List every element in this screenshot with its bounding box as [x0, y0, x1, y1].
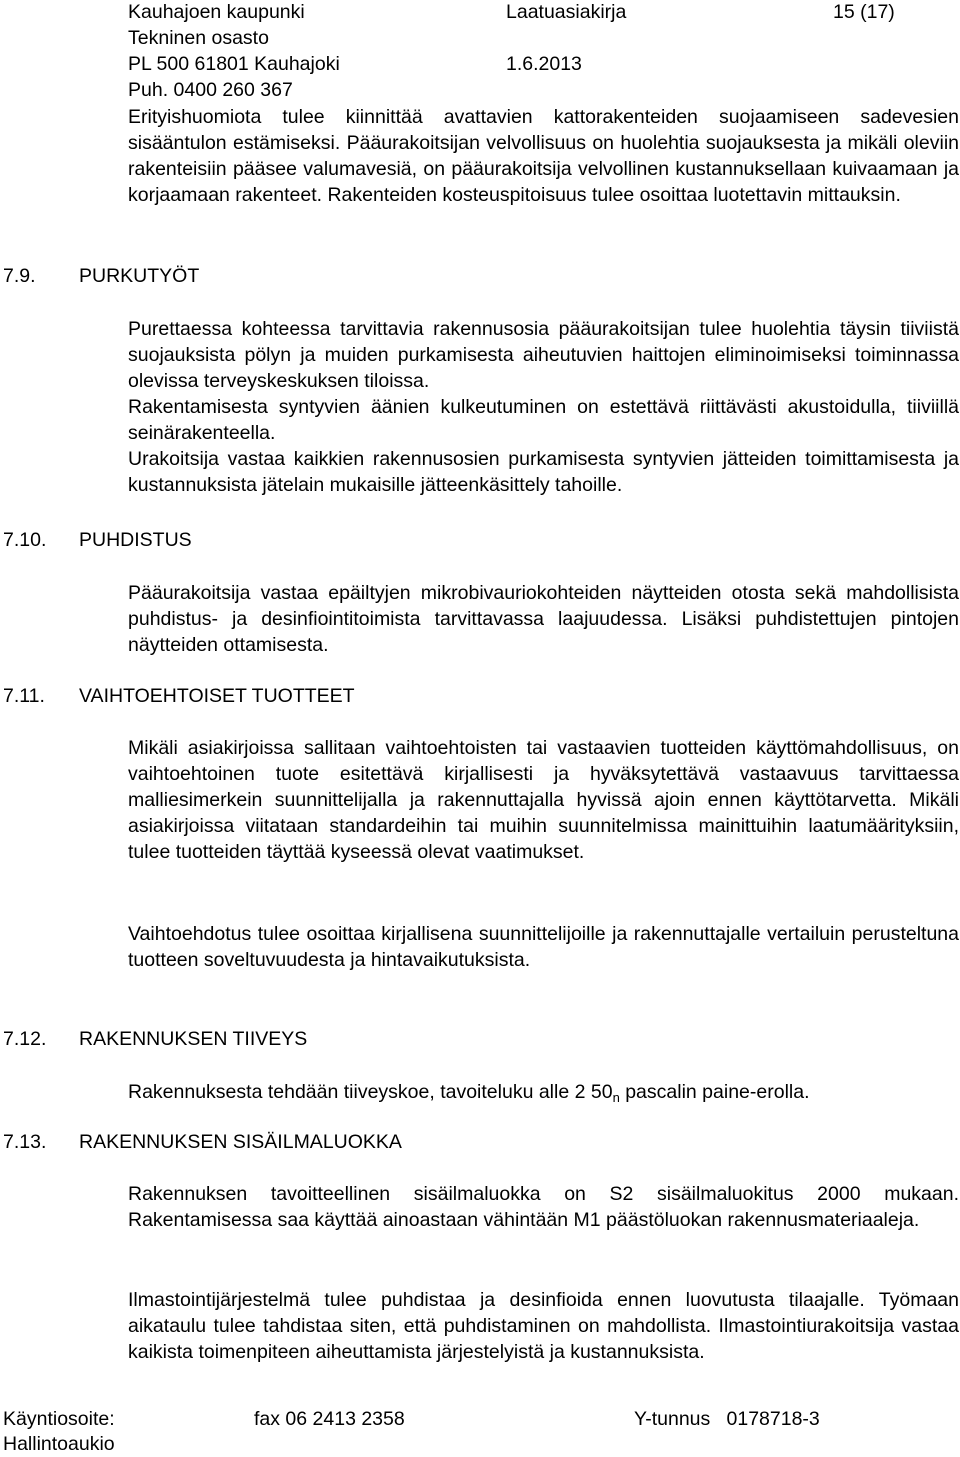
section-7-13-number: 7.13.	[3, 1131, 47, 1153]
header-date: 1.6.2013	[506, 53, 582, 75]
section-7-12-paragraph-1	[128, 1079, 959, 1105]
section-7-12-title: RAKENNUKSEN TIIVEYS	[79, 1028, 308, 1050]
header-doc-title: Laatuasiakirja	[506, 1, 627, 23]
section-7-9-paragraph-1: Purettaessa kohteessa tarvittavia rakennusosia pääurakoitsijan tulee huolehtia täysin tiiviistä suojauksista pölyn ja muiden purkamisesta aiheutuvien haittojen eliminoimiseksi toiminnassa olevissa terveyskeskuksen tiloissa.	[128, 318, 959, 392]
tightness-text-before: Rakennuksesta tehdään tiiveyskoe, tavoiteluku alle 2 50	[128, 1081, 613, 1103]
header-page-number: 15 (17)	[833, 1, 895, 23]
section-7-9-number: 7.9.	[3, 265, 36, 287]
header-org: Kauhajoen kaupunki	[128, 1, 305, 23]
section-7-11-number: 7.11.	[3, 685, 45, 707]
section-7-10-body	[128, 580, 959, 658]
section-7-13-title: RAKENNUKSEN SISÄILMALUOKKA	[79, 1131, 402, 1153]
section-7-13-paragraph-1: Rakennuksen tavoitteellinen sisäilmaluokka on S2 sisäilmaluokitus 2000 mukaan. Rakentamisessa saa käyttää ainoastaan vähintään M1 päästöluokan rakennusmateriaaleja.	[128, 1183, 959, 1231]
section-7-11-paragraph-2: Vaihtoehdotus tulee osoittaa kirjallisena suunnittelijoille ja rakennuttajalle vertailuin perusteltuna tuotteen soveltuvuudesta ja hintavaikutuksista.	[128, 923, 959, 971]
section-7-11-body-2	[128, 921, 959, 973]
section-7-10-paragraph-1: Pääurakoitsija vastaa epäiltyjen mikrobivauriokohteiden näytteiden otosta sekä mahdollisista puhdistus- ja desinfiointitoimista tarvittavassa laajuudessa. Lisäksi puhdistettujen pintojen näytteiden ottamisesta.	[128, 582, 959, 656]
section-7-9-title: PURKUTYÖT	[79, 265, 200, 287]
section-7-13-body-2	[128, 1287, 959, 1365]
section-7-12-body	[128, 1079, 959, 1105]
section-7-10-number: 7.10.	[3, 529, 47, 551]
section-7-13-body	[128, 1181, 959, 1233]
header-department: Tekninen osasto	[128, 27, 269, 49]
section-7-9-body	[128, 316, 959, 498]
section-7-10-title: PUHDISTUS	[79, 529, 192, 551]
footer-visit-label: Käyntiosoite:	[3, 1408, 115, 1430]
tightness-text-after: pascalin paine-erolla.	[619, 1081, 810, 1103]
footer-business-id: Y-tunnus 0178718-3	[634, 1408, 820, 1430]
section-7-11-paragraph-1: Mikäli asiakirjoissa sallitaan vaihtoehtoisten tai vastaavien tuotteiden käyttömahdollisuus, on vaihtoehtoinen tuote esitettävä kirjallisesti ja hyväksytettävä vastaavuus tarvittaessa malliesimerkein suunnittelijalla ja rakennuttajalla hyvissä ajoin ennen käyttötarvetta. Mikäli asiakirjoissa viitataan standardeihin tai muihin suunnitelmissa mainittuihin laatumäärityksiin, tulee tuotteiden täyttää kyseessä olevat vaatimukset.	[128, 737, 959, 863]
intro-paragraph: Erityishuomiota tulee kiinnittää avattavien kattorakenteiden suojaamiseen sadevesien sisääntulon estämiseksi. Pääurakoitsijan velvollisuus on huolehtia suojauksesta ja mikäli oleviin rakenteisiin pääsee valumavesiä, on pääurakoitsija velvollinen kustannuksellaan kuivaamaan ja korjaamaan rakenteet. Rakenteiden kosteuspitoisuus tulee osoittaa luotettavin mittauksin.	[128, 106, 959, 206]
section-7-9-paragraph-2: Rakentamisesta syntyvien äänien kulkeutuminen on estettävä riittävästi akustoidulla, tiiviillä seinärakenteella.	[128, 396, 959, 444]
section-7-13-paragraph-2: Ilmastointijärjestelmä tulee puhdistaa ja desinfioida ennen luovutusta tilaajalle. Työmaan aikataulu tulee tahdistaa siten, että puhdistaminen on mahdollista. Ilmastointiurakoitsija vastaa kaikista toimenpiteen aiheuttamista järjestelyistä ja kustannuksista.	[128, 1289, 959, 1363]
footer-office: Hallintoaukio	[3, 1433, 115, 1455]
section-7-11-body	[128, 735, 959, 865]
section-7-9-paragraph-3: Urakoitsija vastaa kaikkien rakennusosien purkamisesta syntyvien jätteiden toimittamisesta ja kustannuksista jätelain mukaisille jätteenkäsittely tahoille.	[128, 448, 959, 496]
intro-section	[128, 104, 959, 208]
section-7-11-title: VAIHTOEHTOISET TUOTTEET	[79, 685, 355, 707]
header-address: PL 500 61801 Kauhajoki	[128, 53, 340, 75]
section-7-12-number: 7.12.	[3, 1028, 47, 1050]
header-phone: Puh. 0400 260 367	[128, 79, 293, 101]
footer-fax: fax 06 2413 2358	[254, 1408, 405, 1430]
tightness-subscript: n	[612, 1090, 620, 1105]
